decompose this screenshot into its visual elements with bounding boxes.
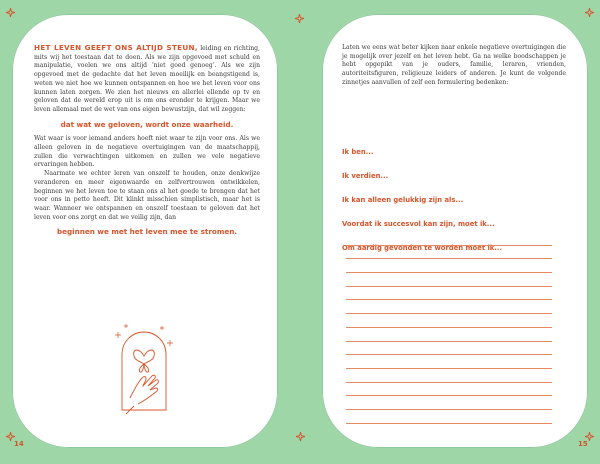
left-page-body <box>34 44 260 243</box>
writing-line[interactable] <box>346 396 552 410</box>
writing-line[interactable] <box>346 273 552 287</box>
callout-quote: dat wat we geloven, wordt onze waarheid. <box>60 119 234 129</box>
paragraph: Naarmate we echter leren van onszelf te houden, onze denkwijze veranderen en meer eigenwaarde en zelfvertrouwen ontwikkelen, beginnen we het leven toe te staan ons al het goede te brengen dat het voor ons in petto heeft. Dit klinkt misschien simplistisch, maar het is waar. Wanneer we ontspannen en onszelf toestaan te geloven dat het leven voor ons zorgt en dat we veilig zijn, dan <box>34 170 260 221</box>
callout-quote: beginnen we met het leven mee te stromen. <box>56 227 238 237</box>
writing-line[interactable] <box>346 287 552 301</box>
sparkle-icon <box>585 8 594 17</box>
writing-lines <box>346 232 552 424</box>
writing-line[interactable] <box>346 369 552 383</box>
intro-text: leiding en richting, mits wij het toestaan dat te doen. Als we zijn opgevoed met schuld en manipulatie, voelen we ons altijd ‘niet goed genoeg’. Als we zijn opgevoed met de gedachte dat het leven moeilijk en beangstigend is, weten we niet hoe we kunnen ontspannen en hoe we het leven voor ons kunnen laten zorgen. We zien het nieuws en allerlei ellende op tv en geloven dat de wereld erop uit is om ons eronder te krijgen. Maar we leven allemaal met de wet van ons eigen bewustzijn, dat wil zeggen: <box>34 45 260 113</box>
writing-line[interactable] <box>346 355 552 369</box>
sparkle-icon <box>6 8 15 17</box>
sparkle-icon <box>296 432 305 441</box>
sparkle-icon <box>295 14 304 23</box>
prompt-item: Voordat ik succesvol kan zijn, moet ik... <box>342 220 495 228</box>
writing-line[interactable] <box>346 246 552 260</box>
page-number: 14 <box>14 440 24 448</box>
right-page-intro: Laten we eens wat beter kijken naar enkele negatieve overtuigingen die je mogelijk over jezelf en het leven hebt. Ga na welke boodschappen je hebt opgepikt van je ouders, familie, leraren, vrienden, autoriteitsfiguren, religieuze leiders of anderen. Je kunt de volgende zinnetjes aanvullen of zelf een formulering bedenken: <box>342 44 566 86</box>
lead-heading: HET LEVEN GEEFT ONS ALTIJD STEUN, <box>34 43 198 52</box>
writing-line[interactable] <box>346 342 552 356</box>
prompt-item: Ik ben... <box>342 148 374 156</box>
writing-line[interactable] <box>346 328 552 342</box>
writing-line[interactable] <box>346 259 552 273</box>
writing-line[interactable] <box>346 410 552 424</box>
writing-line[interactable] <box>346 300 552 314</box>
page-number: 15 <box>578 440 588 448</box>
prompt-item: Om aardig gevonden te worden moet ik... <box>342 244 503 252</box>
writing-line[interactable] <box>346 314 552 328</box>
paragraph: Wat waar is voor iemand anders hoeft niet waar te zijn voor ons. Als we alleen geloven in de negatieve overtuigingen van de maatschappij, zullen die verwachtingen uitkomen en zullen we vele negatieve ervaringen hebben. <box>34 135 260 169</box>
prompt-item: Ik kan alleen gelukkig zijn als... <box>342 196 464 204</box>
writing-line[interactable] <box>346 383 552 397</box>
prompt-item: Ik verdien... <box>342 172 389 180</box>
intro-paragraph <box>34 44 260 115</box>
hand-butterfly-emblem-icon <box>112 318 176 418</box>
writing-line[interactable] <box>346 232 552 246</box>
